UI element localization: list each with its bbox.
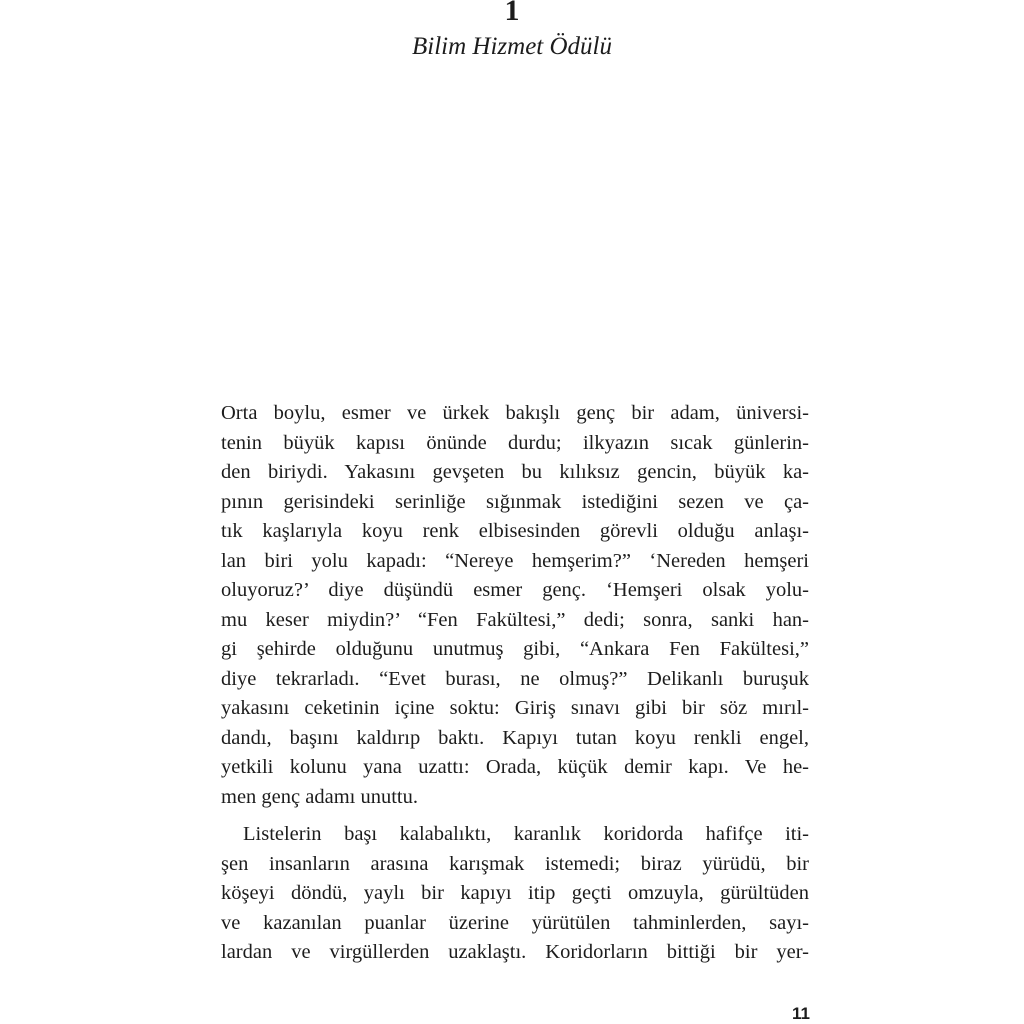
page-number: 11: [792, 1004, 810, 1023]
paragraph-1: [221, 399, 809, 812]
text-line: yakasını ceketinin içine soktu: Giriş sınavı gibi bir söz mırıl-: [221, 697, 809, 719]
text-line: den biriydi. Yakasını gevşeten bu kılıksız gencin, büyük ka-: [221, 461, 809, 483]
text-line: Orta boylu, esmer ve ürkek bakışlı genç bir adam, üniversi-: [221, 402, 809, 424]
text-line: men genç adamı unuttu.: [221, 785, 418, 808]
text-line: diye tekrarladı. “Evet burası, ne olmuş?” Delikanlı buruşuk: [221, 667, 809, 690]
text-line: oluyoruz?’ diye düşündü esmer genç. ‘Hemşeri olsak yolu-: [221, 579, 809, 601]
text-line: dandı, başını kaldırıp baktı. Kapıyı tutan koyu renkli engel,: [221, 726, 809, 749]
text-line: lan biri yolu kapadı: “Nereye hemşerim?” ‘Nereden hemşeri: [221, 549, 809, 572]
chapter-title: Bilim Hizmet Ödülü: [412, 33, 612, 60]
text-line: şen insanların arasına karışmak istemedi; biraz yürüdü, bir: [221, 852, 809, 875]
paragraph-gap: [221, 812, 809, 820]
text-line: lardan ve virgüllerden uzaklaştı. Koridorların bittiği bir yer-: [221, 941, 809, 963]
text-line: Listelerin başı kalabalıktı, karanlık koridorda hafifçe iti-: [243, 823, 809, 845]
body-text: [221, 399, 809, 968]
text-line: pının gerisindeki serinliğe sığınmak istediğini sezen ve ça-: [221, 490, 809, 513]
text-line: gi şehirde olduğunu unutmuş gibi, “Ankara Fen Fakültesi,”: [221, 638, 809, 660]
text-line: köşeyi döndü, yaylı bir kapıyı itip geçti omzuyla, gürültüden: [221, 882, 809, 904]
text-line: ve kazanılan puanlar üzerine yürütülen tahminlerden, sayı-: [221, 911, 809, 934]
text-line: mu keser miydin?’ “Fen Fakültesi,” dedi; sonra, sanki han-: [221, 608, 809, 631]
paragraph-2: [221, 820, 809, 968]
text-line: tenin büyük kapısı önünde durdu; ilkyazın sıcak günlerin-: [221, 431, 809, 454]
chapter-number: 1: [504, 0, 520, 27]
text-line: yetkili kolunu yana uzattı: Orada, küçük demir kapı. Ve he-: [221, 756, 809, 778]
text-line: tık kaşlarıyla koyu renk elbisesinden görevli olduğu anlaşı-: [221, 520, 809, 542]
